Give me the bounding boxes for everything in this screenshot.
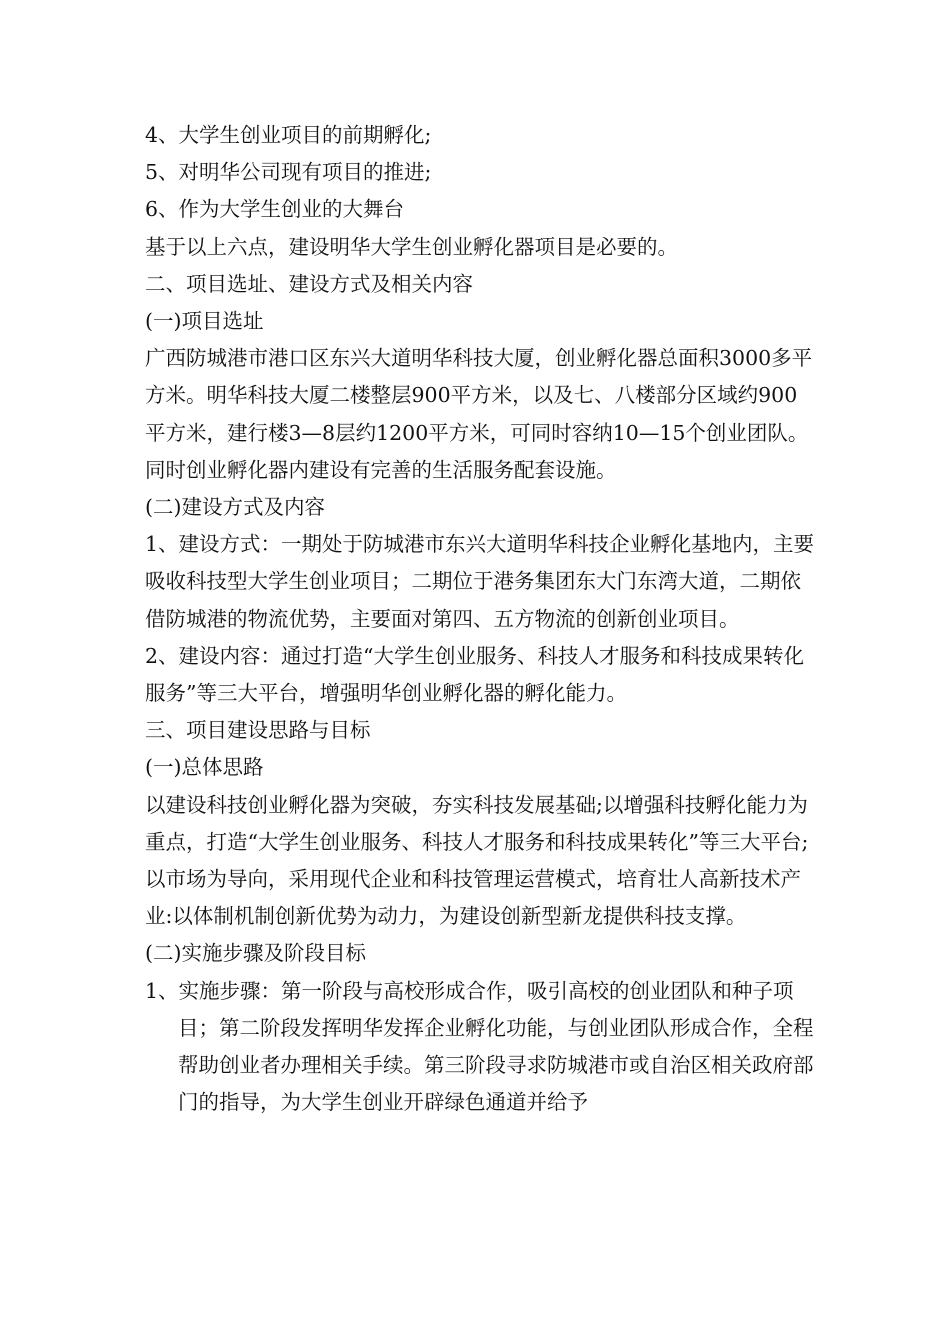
site-paragraph: 广西防城港市港口区东兴大道明华科技大厦，创业孵化器总面积3000多平方米。明华科技大厦二楼整层900平方米，以及七、八楼部分区域约900平方米，建行楼3—8层约1200平方米，可同时容纳10—15个创业团队。同时创业孵化器内建设有完善的生活服务配套设施。 bbox=[145, 346, 813, 482]
construction-method-paragraph: 1、建设方式：一期处于防城港市东兴大道明华科技企业孵化基地内，主要吸收科技型大学生创业项目；二期位于港务集团东大门东湾大道，二期依借防城港的物流优势，主要面对第四、五方物流的创新创业项目。 bbox=[145, 532, 815, 631]
subsection-heading-overall: (一)总体思路 bbox=[145, 755, 264, 780]
section-heading-3: 三、项目建设思路与目标 bbox=[145, 718, 371, 743]
section-heading-2: 二、项目选址、建设方式及相关内容 bbox=[145, 271, 473, 296]
subsection-heading-site: (一)项目选址 bbox=[145, 309, 264, 334]
overall-idea-paragraph: 以建设科技创业孵化器为突破，夯实科技发展基础;以增强科技孵化能力为重点，打造“大学生创业服务、科技人才服务和科技成果转化”等三大平台;以市场为导向，采用现代企业和科技管理运营模式，培育壮人高新技术产业:以体制机制创新优势为动力，为建设创新型新龙提供科技支撑。 bbox=[145, 792, 809, 929]
construction-content-paragraph: 2、建设内容：通过打造“大学生创业服务、科技人才服务和科技成果转化服务”等三大平台，增强明华创业孵化器的孵化能力。 bbox=[145, 643, 805, 706]
list-item-6: 6、作为大学生创业的大舞台 bbox=[145, 197, 405, 222]
list-item-5: 5、对明华公司现有项目的推进; bbox=[145, 160, 432, 185]
implementation-steps-paragraph: 1、实施步骤：第一阶段与高校形成合作，吸引高校的创业团队和种子项目；第二阶段发挥明华发挥企业孵化功能，与创业团队形成合作，全程帮助创业者办理相关手续。第三阶段寻求防城港市或自治区相关政府部门的指导，为大学生创业开辟绿色通道并给予 bbox=[145, 978, 814, 1115]
list-item-4: 4、大学生创业项目的前期孵化; bbox=[145, 123, 432, 147]
subsection-heading-construction: (二)建设方式及内容 bbox=[145, 495, 325, 520]
subsection-heading-steps: (二)实施步骤及阶段目标 bbox=[145, 941, 366, 966]
summary-paragraph: 基于以上六点，建设明华大学生创业孵化器项目是必要的。 bbox=[145, 234, 678, 259]
document-body bbox=[145, 117, 815, 1121]
